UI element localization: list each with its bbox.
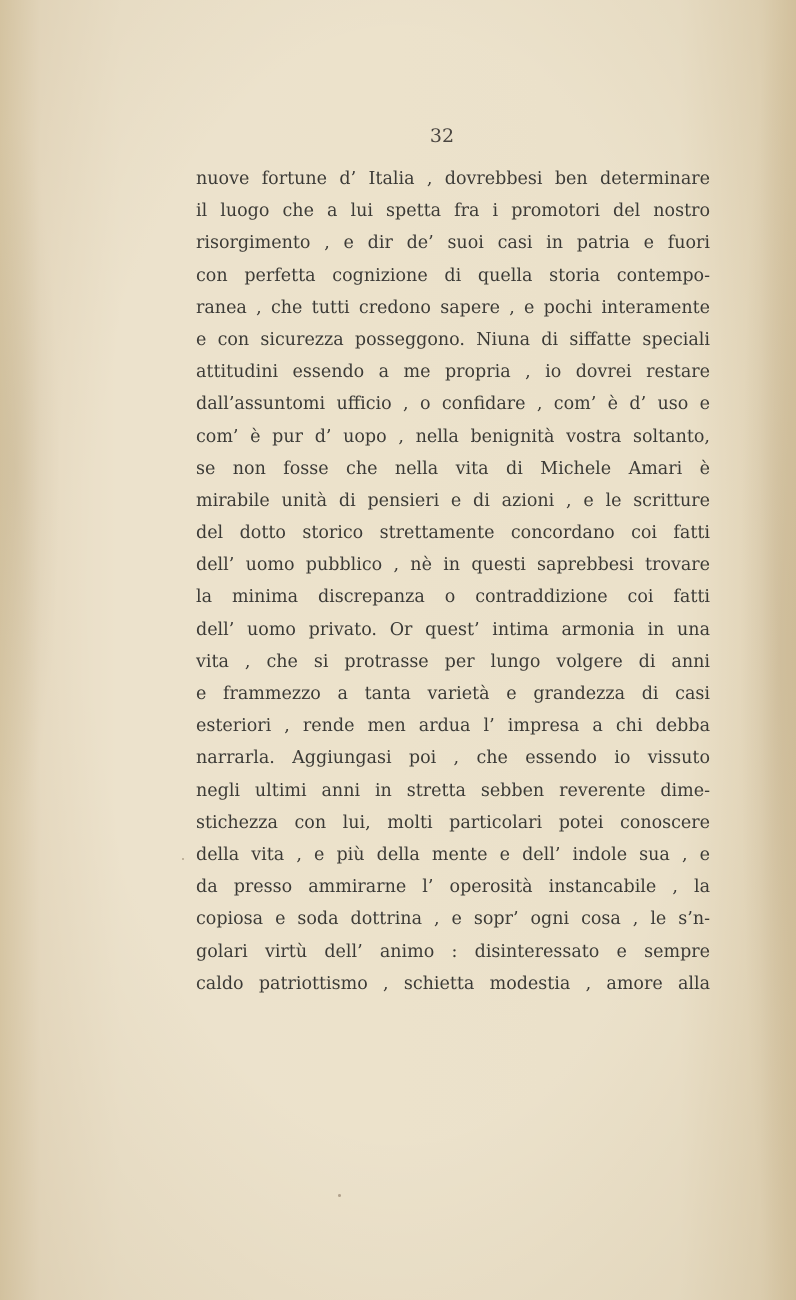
text-line: mirabile unità di pensieri e di azioni , e le scritture [196, 490, 710, 511]
page-number: 32 [429, 125, 455, 147]
text-line: caldo patriottismo , schietta modestia , amore alla [196, 973, 710, 994]
text-line: negli ultimi anni in stretta sebben reverente dime- [196, 780, 710, 801]
paper-speck [338, 1194, 341, 1197]
text-line: del dotto storico strettamente concordano coi fatti [196, 523, 710, 544]
text-line: e frammezzo a tanta varietà e grandezza di casi [196, 684, 710, 704]
text-line: nuove fortune d’ Italia , dovrebbesi ben determinare [196, 169, 710, 189]
text-line: la minima discrepanza o contraddizione coi fatti [196, 587, 710, 608]
text-line: narrarla. Aggiungasi poi , che essendo io vissuto [196, 748, 710, 769]
text-line: con perfetta cognizione di quella storia contempo- [196, 265, 710, 286]
text-line: esteriori , rende men ardua l’ impresa a chi debba [196, 716, 710, 737]
text-line: golari virtù dell’ animo : disinteressato e sempre [196, 941, 710, 962]
text-line: copiosa e soda dottrina , e sopr’ ogni cosa , le s’n- [196, 909, 710, 930]
text-line: il luogo che a lui spetta fra i promotori del nostro [196, 201, 710, 222]
paper-stain [0, 120, 60, 820]
paper-stain [740, 0, 796, 1300]
text-line: dell’ uomo pubblico , nè in questi saprebbesi trovare [196, 555, 710, 576]
text-line: risorgimento , e dir de’ suoi casi in patria e fuori [196, 233, 710, 254]
text-line: dall’assuntomi ufficio , o confidare , com’ è d’ uso e [196, 394, 710, 415]
text-line: vita , che si protrasse per lungo volgere di anni [196, 651, 710, 672]
text-line: attitudini essendo a me propria , io dovrei restare [196, 362, 710, 383]
text-line: ranea , che tutti credono sapere , e pochi interamente [196, 297, 710, 318]
text-line: da presso ammirarne l’ operosità instancabile , la [196, 877, 710, 898]
body-text [196, 163, 710, 1000]
text-line: se non fosse che nella vita di Michele Amari è [196, 458, 710, 479]
paper-speck [182, 858, 184, 860]
text-line: e con sicurezza posseggono. Niuna di siffatte speciali [196, 329, 710, 350]
text-line: della vita , e più della mente e dell’ indole sua , e [196, 844, 710, 865]
text-line: dell’ uomo privato. Or quest’ intima armonia in una [196, 619, 710, 640]
text-line: stichezza con lui, molti particolari potei conoscere [196, 812, 710, 833]
text-line: com’ è pur d’ uopo , nella benignità vostra soltanto, [196, 426, 710, 447]
